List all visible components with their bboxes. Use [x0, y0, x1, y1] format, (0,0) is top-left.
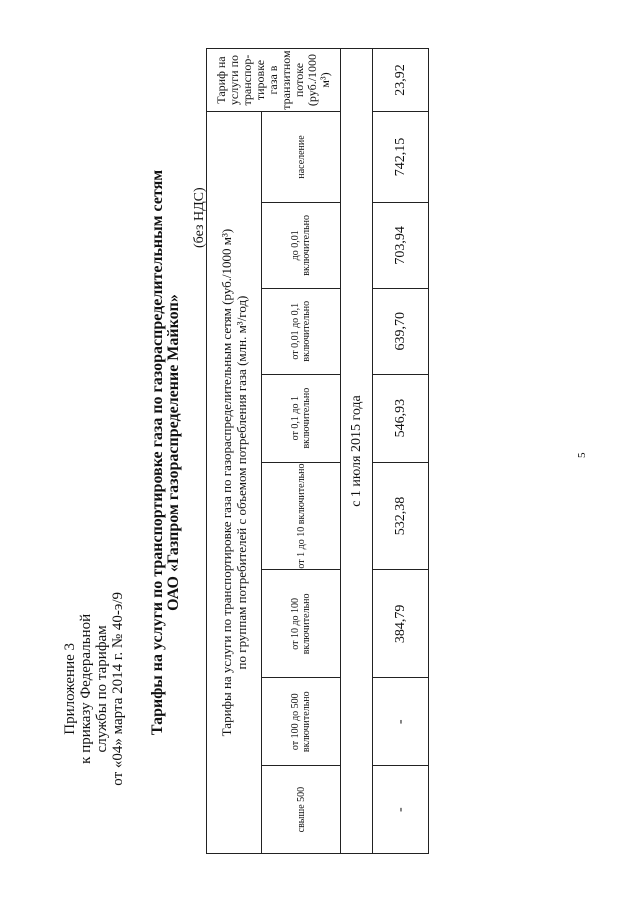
- tariff-table: [206, 48, 429, 854]
- tariff-value-cell: 639,70: [373, 288, 429, 374]
- tariff-value-cell: -: [373, 766, 429, 854]
- appendix-line: к приказу Федеральной: [78, 613, 94, 764]
- group-header-cell: от 0,01 до 0,1 включительно: [262, 288, 341, 374]
- page-number: 5: [576, 452, 588, 458]
- appendix-line: Приложение 3: [62, 642, 78, 735]
- tariff-value-cell: 703,94: [373, 202, 429, 288]
- appendix-line: службы по тарифам: [94, 625, 110, 753]
- transit-header-cell: Тариф на услуги по транспор-тировке газа в транзитном потоке (руб./1000 м³): [207, 49, 341, 112]
- period-row-cell: с 1 июля 2015 года: [341, 49, 373, 854]
- main-header-line: Тарифы на услуги по транспортировке газа по газораспределительным сетям (руб./1000 м³): [219, 228, 234, 737]
- appendix-line: от «04» марта 2014 г. № 40-э/9: [110, 592, 126, 786]
- group-header-cell: население: [262, 112, 341, 203]
- tariff-value-cell: -: [373, 678, 429, 766]
- tariff-value-cell: 384,79: [373, 570, 429, 678]
- main-header-cell: [207, 112, 262, 854]
- title-line: Тарифы на услуги по транспортировке газа по газораспределительным сетям: [149, 169, 166, 736]
- group-header-cell: от 100 до 500 включительно: [262, 678, 341, 766]
- main-header-line: по группам потребителей с объемом потребления газа (млн. м³/год): [234, 295, 249, 670]
- appendix-reference: [62, 592, 126, 786]
- group-header-cell: свыше 500: [262, 766, 341, 854]
- tariff-value-cell: 546,93: [373, 374, 429, 462]
- tariff-value-cell: 742,15: [373, 112, 429, 203]
- document-title: [150, 0, 182, 905]
- group-header-cell: от 10 до 100 включительно: [262, 570, 341, 678]
- group-header-cell: от 1 до 10 включительно: [262, 462, 341, 570]
- group-header-cell: от 0,1 до 1 включительно: [262, 374, 341, 462]
- transit-value-cell: 23,92: [373, 49, 429, 112]
- group-header-cell: до 0,01 включительно: [262, 202, 341, 288]
- tariff-value-cell: 532,38: [373, 462, 429, 570]
- title-line: ОАО «Газпром газораспределение Майкоп»: [165, 294, 182, 611]
- vat-note: (без НДС): [192, 187, 207, 248]
